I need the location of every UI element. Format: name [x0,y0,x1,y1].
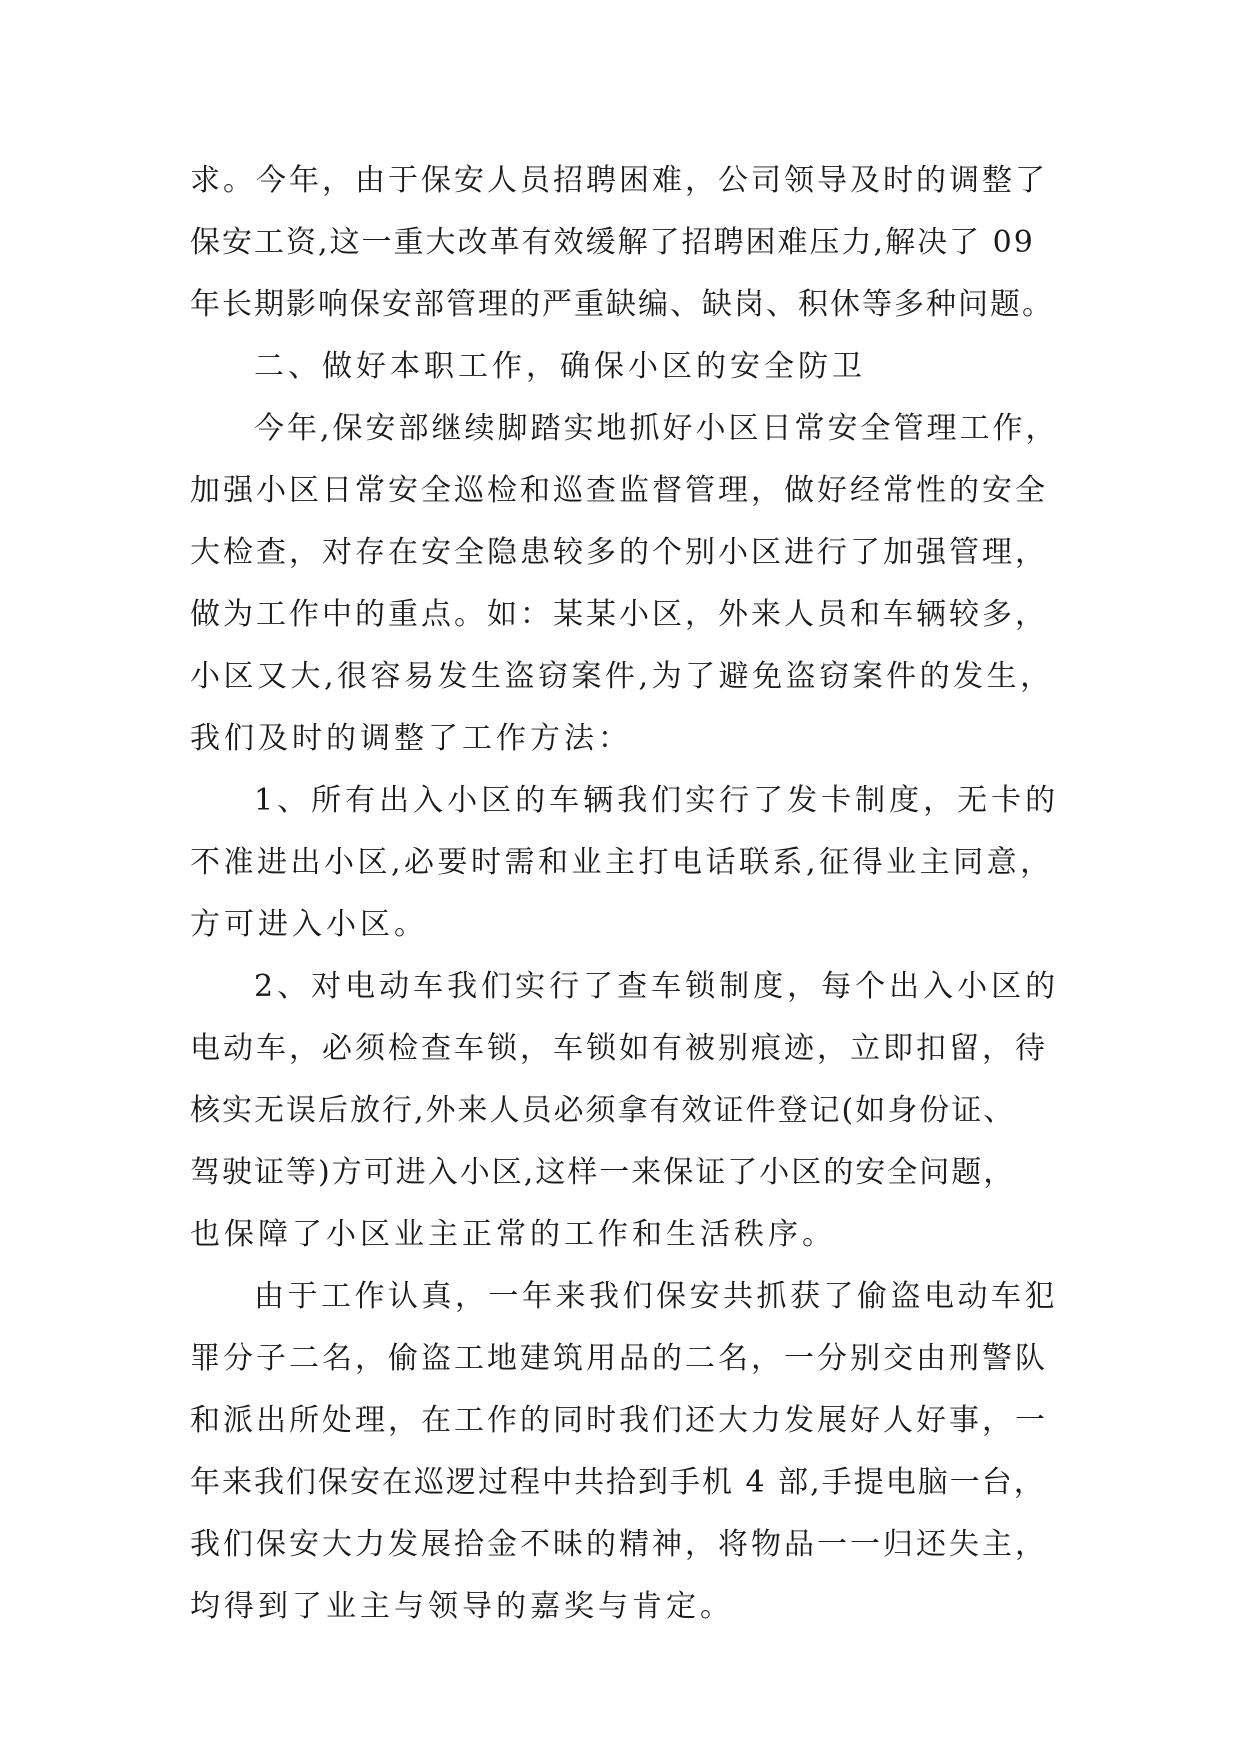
text-line: 也保障了小区业主正常的工作和生活秩序。 [190,1217,836,1252]
text-line: 小区又大,很容易发生盗窃案件,为了避免盗窃案件的发生， [190,659,1054,694]
text-line: 电动车，必须检查车锁，车锁如有被别痕迹，立即扣留，待 [190,1031,1048,1066]
text-line: 做为工作中的重点。如：某某小区，外来人员和车辆较多， [190,597,1048,632]
text-line: 核实无误后放行,外来人员必须拿有效证件登记(如身份证、 [190,1093,1016,1128]
text-line: 年长期影响保安部管理的严重缺编、缺岗、积休等多种问题。 [190,287,1054,322]
text-line: 和派出所处理，在工作的同时我们还大力发展好人好事，一 [190,1403,1048,1438]
text-line: 均得到了业主与领导的嘉奖与肯定。 [190,1589,734,1624]
list-item: 1、所有出入小区的车辆我们实行了发卡制度，无卡的 [254,783,1060,818]
section-heading: 二、做好本职工作，确保小区的安全防卫 [254,349,866,384]
text-line: 不准进出小区,必要时需和业主打电话联系,征得业主同意， [190,845,1054,880]
text-line: 罪分子二名，偷盗工地建筑用品的二名，一分别交由刑警队 [190,1341,1048,1376]
body-text [190,150,1060,1638]
text-line: 保安工资,这一重大改革有效缓解了招聘困难压力,解决了 09 [190,225,1035,260]
text-line: 方可进入小区。 [190,907,428,942]
text-line: 驾驶证等)方可进入小区,这样一来保证了小区的安全问题， [190,1155,1016,1190]
text-line: 由于工作认真，一年来我们保安共抓获了偷盗电动车犯 [254,1279,1058,1314]
text-line: 求。今年，由于保安人员招聘困难，公司领导及时的调整了 [190,163,1048,198]
text-line: 加强小区日常安全巡检和巡查监督管理，做好经常性的安全 [190,473,1048,508]
text-line: 我们保安大力发展拾金不昧的精神，将物品一一归还失主， [190,1527,1048,1562]
list-item: 2、对电动车我们实行了查车锁制度，每个出入小区的 [254,969,1060,1004]
text-line: 我们及时的调整了工作方法： [190,721,632,756]
text-line: 年来我们保安在巡逻过程中共拾到手机 4 部,手提电脑一台， [190,1465,1046,1500]
text-line: 大检查，对存在安全隐患较多的个别小区进行了加强管理， [190,535,1048,570]
text-line: 今年,保安部继续脚踏实地抓好小区日常安全管理工作， [254,411,1059,446]
